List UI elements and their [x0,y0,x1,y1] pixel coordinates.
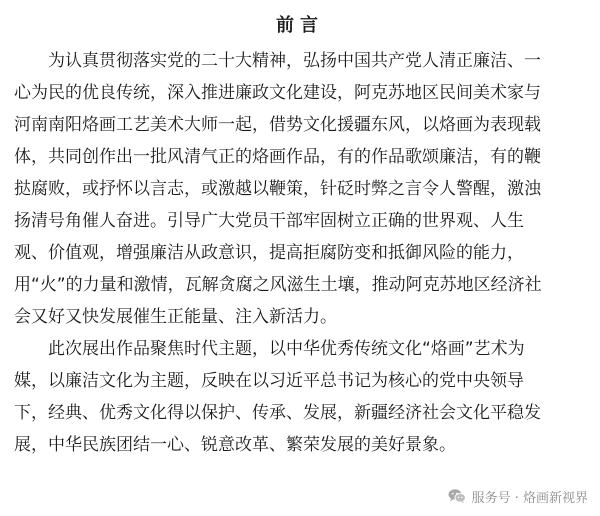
paragraph-line: 此次展出作品聚焦时代主题，以中华优秀传统文化“烙画”艺术为 [14,339,525,359]
paragraph-line: 媒，以廉洁文化为主题，反映在以习近平总书记为核心的党中央领导 [14,371,524,391]
paragraph-line: 下，经典、优秀文化得以保护、传承、发展，新疆经济社会文化平稳发 [14,403,541,423]
paragraph-line: 为认真贯彻落实党的二十大精神，弘扬中国共产党人清正廉洁、一 [14,51,541,71]
paragraph-line: 河南南阳烙画工艺美术大师一起，借势文化援疆东风，以烙画为表现载 [14,115,541,135]
wechat-icon [448,488,466,504]
paragraph-line: 扬清号角催人奋进。引导广大党员干部牢固树立正确的世界观、人生 [14,211,524,231]
watermark-text: 服务号 · 烙画新视界 [471,490,588,506]
document-title: 前言 [276,15,324,36]
watermark [448,485,588,507]
paragraph-line: 观、价值观，增强廉洁从政意识，提高拒腐防变和抵御风险的能力， [14,243,524,263]
paragraph-line: 会又好又快发展催生正能量、注入新活力。 [14,307,337,327]
paragraph-line: 挞腐败，或抒怀以言志，或激越以鞭策，针砭时弊之言令人警醒，激浊 [14,179,541,199]
paragraph-line: 用“火”的力量和激情，瓦解贪腐之风滋生土壤，推动阿克苏地区经济社 [14,275,542,295]
paragraph-line: 体，共同创作出一批风清气正的烙画作品，有的作品歌颂廉洁，有的鞭 [14,147,541,167]
paragraph-line: 心为民的优良传统，深入推进廉政文化建设，阿克苏地区民间美术家与 [14,83,541,103]
paragraph-line: 展，中华民族团结一心、锐意改革、繁荣发展的美好景象。 [14,435,456,455]
